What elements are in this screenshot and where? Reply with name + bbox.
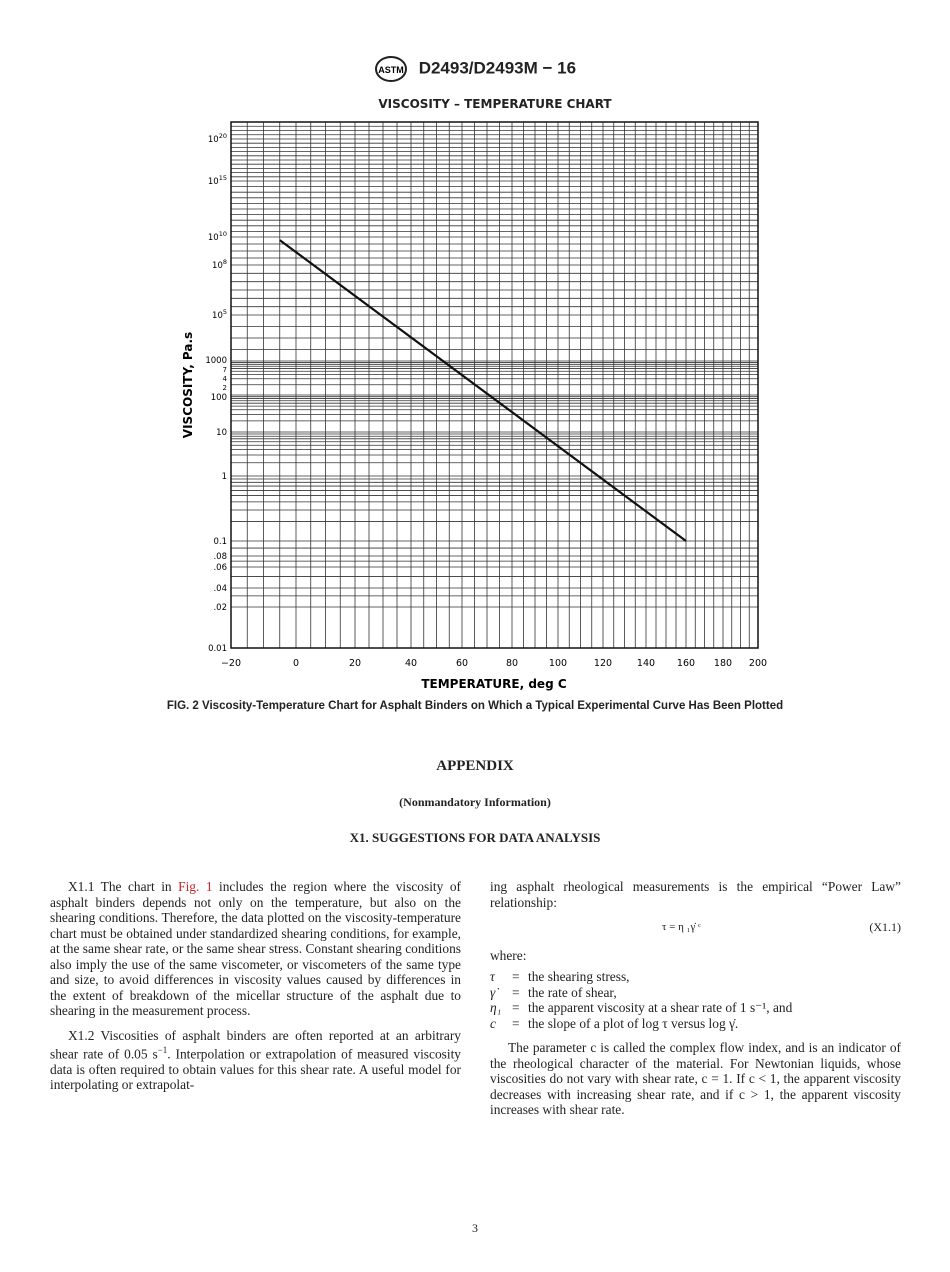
definition-item bbox=[490, 1000, 901, 1016]
symbol: γ̇ bbox=[490, 984, 496, 1000]
equals: = bbox=[512, 1015, 520, 1031]
y-tick-label: $10^{20}$ bbox=[207, 132, 227, 145]
equation-x1-1 bbox=[490, 920, 901, 936]
right-column bbox=[490, 879, 901, 1127]
text: X1.1 The chart in bbox=[68, 879, 179, 894]
symbol: τ bbox=[490, 969, 495, 984]
appendix-subtitle: (Nonmandatory Information) bbox=[399, 795, 551, 809]
definitions-list bbox=[490, 969, 901, 1031]
x-tick-label: 160 bbox=[676, 658, 696, 669]
x-tick-label: 100 bbox=[548, 658, 568, 669]
definition: the rate of shear, bbox=[528, 984, 617, 1000]
definition: the shearing stress, bbox=[528, 969, 630, 984]
x-tick-label: 80 bbox=[505, 658, 519, 669]
y-tick-label: .02 bbox=[213, 602, 227, 613]
figure-caption: FIG. 2 Viscosity-Temperature Chart for Asphalt Binders on Which a Typical Experimental Curve Has Been Plotted bbox=[166, 700, 784, 712]
x-tick-label: 180 bbox=[713, 658, 733, 669]
chart-title: VISCOSITY – TEMPERATURE CHART bbox=[378, 97, 612, 111]
equals: = bbox=[512, 1000, 520, 1015]
definition: the slope of a plot of log τ versus log γ̇. bbox=[528, 1015, 739, 1031]
paragraph-x1-2 bbox=[50, 1028, 461, 1093]
y-tick-label: 0.1 bbox=[213, 537, 227, 547]
x-tick-label: 20 bbox=[348, 658, 362, 669]
symbol: c bbox=[490, 1015, 496, 1031]
appendix-title: APPENDIX bbox=[436, 758, 514, 774]
y-tick-label: 10 bbox=[216, 428, 227, 438]
equation: τ = η ₁γ̇ ᶜ bbox=[662, 921, 701, 933]
y-tick-label: .06 bbox=[213, 562, 227, 573]
symbol: η₁ bbox=[490, 1000, 502, 1015]
equation-number: (X1.1) bbox=[869, 920, 901, 934]
superscript: −1 bbox=[157, 1045, 168, 1055]
definition-item bbox=[490, 969, 901, 985]
x-tick-label: 40 bbox=[404, 658, 418, 669]
y-tick-label: 2 bbox=[222, 383, 227, 392]
x-tick-label: 120 bbox=[593, 658, 613, 669]
left-column bbox=[50, 879, 461, 1102]
text: X1.2 Viscosities of asphalt binders are often reported at an arbitrary shear rate of 0.05 s bbox=[50, 1027, 461, 1062]
section-heading: X1. SUGGESTIONS FOR DATA ANALYSIS bbox=[349, 830, 601, 845]
paragraph-continued: ing asphalt rheological measurements is the empirical “Power Law” relationship: bbox=[490, 879, 901, 910]
y-tick-label: $10^{10}$ bbox=[207, 230, 227, 243]
y-tick-label: $10^8$ bbox=[212, 258, 227, 271]
y-tick-label: 1000 bbox=[205, 356, 227, 366]
y-axis-label: VISCOSITY, Pa.s bbox=[181, 331, 195, 439]
fig-1-link[interactable]: Fig. 1 bbox=[178, 879, 213, 894]
y-tick-label: 7 bbox=[222, 366, 227, 375]
x-tick-label: 60 bbox=[455, 658, 469, 669]
y-tick-label: 0.01 bbox=[208, 644, 227, 654]
definition-item bbox=[490, 1016, 901, 1032]
y-tick-label: 4 bbox=[222, 375, 227, 384]
y-tick-label: 1 bbox=[221, 472, 227, 482]
definition-item bbox=[490, 985, 901, 1001]
x-tick-label: 140 bbox=[636, 658, 656, 669]
page-number: 3 bbox=[472, 1221, 478, 1235]
paragraph-flow-index: The parameter c is called the complex flow index, and is an indicator of the rheological character of the material. For Newtonian liquids, whose viscosities do not vary with shear rate, c = 1. If c < 1, the apparent viscosity decreases with increasing shear rate, and if c > 1, the apparent viscosity increases with shear rate. bbox=[490, 1040, 901, 1117]
text: includes the region where the viscosity of asphalt binders depends not only on the temperature, but also on the shearing conditions. Therefore, the data plotted on the viscosity-temperature chart must be obtained under standardized shearing conditions, for example, at the same shear rate, or the same shear stress. Constant shearing conditions also imply the use of the same viscometer, or viscometers of the same type and size, to avoid differences in viscosity values caused by differences in the extent of breakdown of the micellar structure of the asphalt due to shearing in the measurement process. bbox=[50, 879, 461, 1018]
paragraph-x1-1 bbox=[50, 879, 461, 1019]
x-axis-label: TEMPERATURE, deg C bbox=[421, 677, 567, 691]
where-label: where: bbox=[490, 947, 527, 963]
equals: = bbox=[512, 969, 520, 984]
y-tick-label: 100 bbox=[210, 393, 227, 404]
y-tick-label: $10^{15}$ bbox=[207, 174, 227, 187]
definition: the apparent viscosity at a shear rate of 1 s⁻¹, and bbox=[528, 1000, 793, 1015]
x-tick-label: −20 bbox=[220, 658, 242, 669]
equals: = bbox=[512, 984, 520, 1000]
svg-text:ASTM: ASTM bbox=[378, 65, 404, 75]
text: . Interpolation or extrapolation of measured viscosity data is often required to obtain values for this shear rate. A useful model for interpolating or extrapolat- bbox=[50, 1046, 461, 1093]
y-tick-label: $10^5$ bbox=[212, 308, 227, 321]
y-tick-label: .04 bbox=[213, 583, 227, 594]
designation: D2493/D2493M − 16 bbox=[418, 58, 577, 78]
y-tick-label: .08 bbox=[213, 551, 227, 562]
x-tick-label: 200 bbox=[748, 658, 768, 669]
x-tick-label: 0 bbox=[292, 658, 300, 669]
